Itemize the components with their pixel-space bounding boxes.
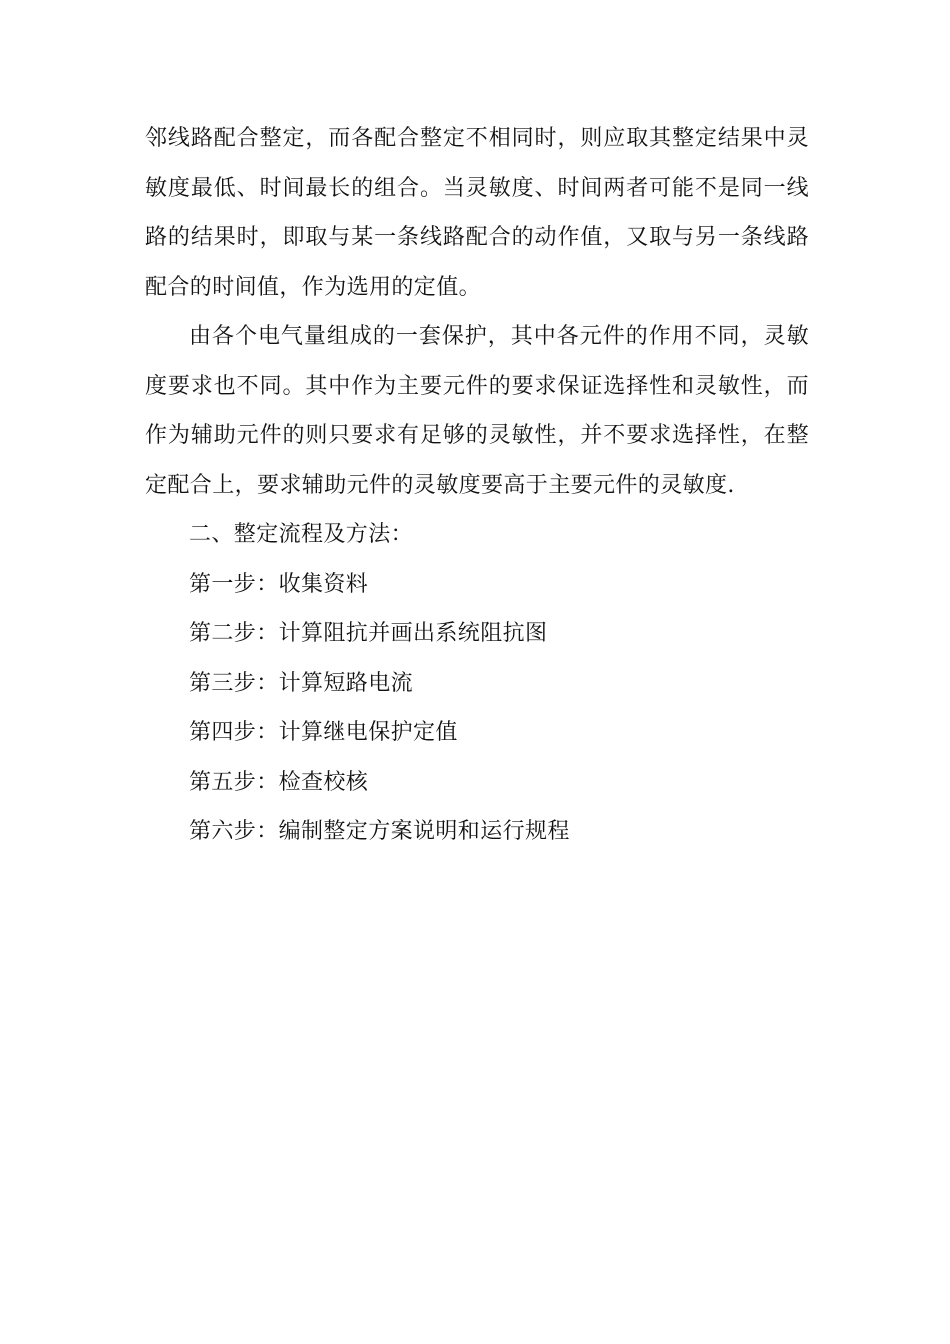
step-item-3: 第三步：计算短路电流 [189,670,414,696]
step-item-6: 第六步：编制整定方案说明和运行规程 [189,819,570,844]
paragraph-protection-elements: 由各个电气量组成的一套保护，其中各元件的作用不同，灵敏度要求也不同。其中作为主要元件的要求保证选择性和灵敏性，而作为辅助元件的则只要求有足够的灵敏性，并不要求选择性，在整定配合上，要求辅助元件的灵敏度要高于主要元件的灵敏度. [145,324,809,498]
step-item-1: 第一步：收集资料 [189,571,369,597]
paragraph-continuation: 邻线路配合整定，而各配合整定不相同时，则应取其整定结果中灵敏度最低、时间最长的组合。当灵敏度、时间两者可能不是同一线路的结果时，即取与某一条线路配合的动作值，又取与另一条线路配合的时间值，作为选用的定值。 [145,126,809,300]
step-item-4: 第四步：计算继电保护定值 [189,720,458,745]
section-heading: 二、整定流程及方法： [189,522,414,547]
document-body [145,114,809,857]
step-item-2: 第二步：计算阻抗并画出系统阻抗图 [189,621,548,646]
step-item-5: 第五步：检查校核 [189,769,369,795]
